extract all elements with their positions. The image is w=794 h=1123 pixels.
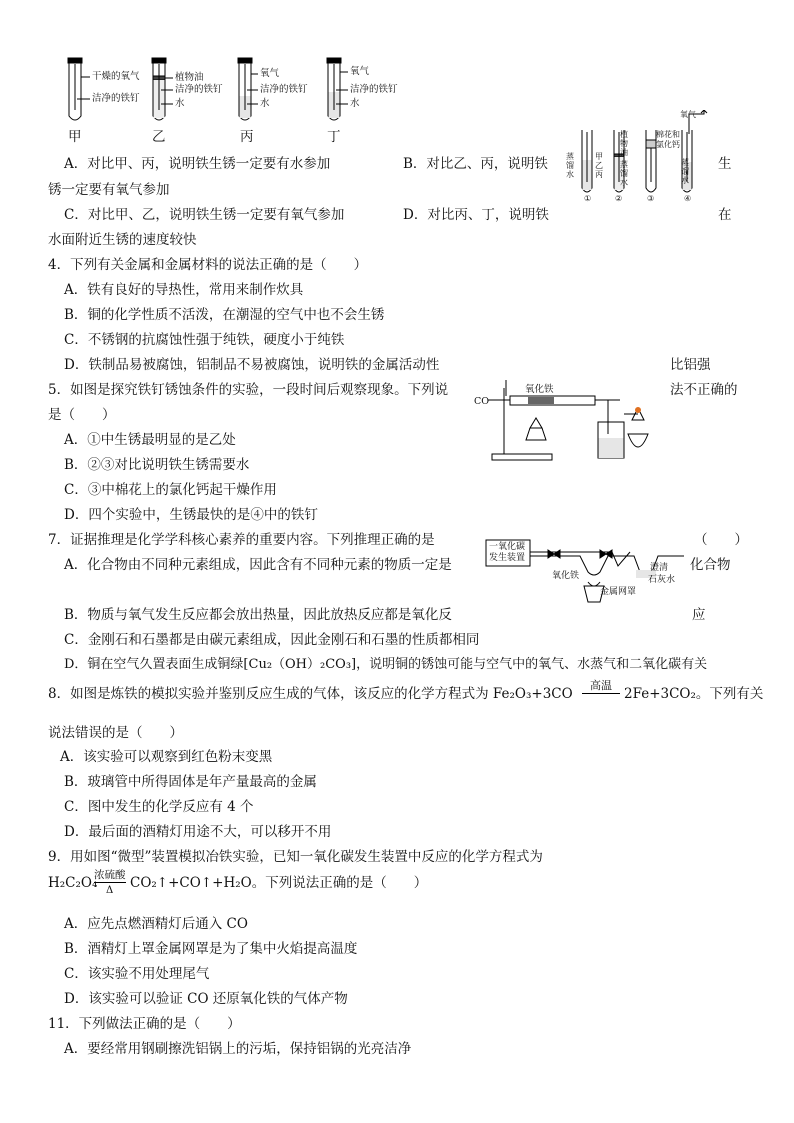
- fig5-fe2o3-label: 氧化铁: [525, 384, 554, 395]
- q5-option-b: B．②③对比说明铁生锈需要水: [64, 457, 250, 473]
- q7-option-c: C．金刚石和石墨都是由碳元素组成，因此金刚石和石墨的性质都相同: [64, 632, 480, 648]
- co-reduction-apparatus: [470, 374, 670, 468]
- fig7-lime-2: 石灰水: [648, 575, 676, 585]
- label-water-3: 水: [350, 98, 360, 109]
- q4-option-a: A．铁有良好的导热性，常用来制作炊具: [64, 282, 304, 298]
- label-water: 水: [175, 98, 185, 109]
- q8-option-c: C．图中发生的化学反应有 4 个: [64, 799, 254, 815]
- q8-stem: 8．如图是炼铁的模拟实验并鉴别反应生成的气体，该反应的化学方程式为 Fe₂O₃+3CO: [48, 686, 573, 702]
- q4-option-d-tail: 比铝强: [670, 357, 711, 373]
- q7-option-b: B．物质与氧气发生反应都会放出热量，因此放热反应都是氧化反: [64, 607, 452, 623]
- q5-stem: 5．如图是探究铁钉锈蚀条件的实验，一段时间后观察现象。下列说: [48, 382, 449, 398]
- label-clean-nail-2: 洁净的铁钉: [175, 84, 223, 95]
- q8-stem2: 说法错误的是（ ）: [48, 725, 183, 741]
- q9-cond-top: 浓硫酸: [94, 869, 126, 881]
- q3-option-d: D．对比丙、丁，说明铁: [403, 207, 549, 223]
- fig7-gen-2: 发生装置: [489, 553, 526, 563]
- label-dry-oxygen: 干燥的氧气: [92, 71, 140, 82]
- q4-option-d: D．铁制品易被腐蚀，铝制品不易被腐蚀，说明铁的金属活动性: [64, 357, 440, 373]
- q3-line2: 锈一定要有氧气参加: [48, 182, 170, 198]
- q8-stem-tail: 2Fe+3CO₂。下列有关: [624, 686, 764, 702]
- r-label-oil: 植物油: [620, 130, 628, 157]
- q9-option-c: C．该实验不用处理尾气: [64, 966, 210, 982]
- r-num-1: ①: [584, 194, 592, 203]
- q9-eq-right: CO₂↑+CO↑+H₂O。下列说法正确的是（ ）: [130, 875, 428, 891]
- q4-option-c: C．不锈钢的抗腐蚀性强于纯铁，硬度小于纯铁: [64, 332, 345, 348]
- q5-option-a: A．①中生锈最明显的是乙处: [64, 432, 236, 448]
- q3-line4: 水面附近生锈的速度较快: [48, 232, 197, 248]
- r-label-distilled-water-1: 蒸馏水: [566, 152, 574, 179]
- label-clean-nail-3: 洁净的铁钉: [260, 84, 308, 95]
- q9-option-a: A．应先点燃酒精灯后通入 CO: [64, 916, 248, 932]
- rust-tubes-figure: [560, 110, 730, 205]
- r-num-2: ②: [615, 194, 623, 203]
- q4-option-b: B．铜的化学性质不活泼，在潮湿的空气中也不会生锈: [64, 307, 385, 323]
- q9-eq-left: H₂C₂O₄: [48, 875, 98, 891]
- q7-option-a-tail: 化合物: [690, 557, 731, 573]
- r-label-jiayibing: 甲乙丙: [595, 152, 603, 179]
- q5-stem-tail: 法不正确的: [670, 382, 738, 398]
- q7-option-b-tail: 应: [692, 607, 706, 623]
- fig7-gen-1: 一氧化碳: [489, 542, 526, 552]
- q9-option-d: D．该实验可以验证 CO 还原氧化铁的气体产物: [64, 991, 348, 1007]
- q8-condition: 高温: [582, 679, 620, 694]
- fig5-co-label: CO: [474, 396, 490, 407]
- label-oil: 植物油: [175, 72, 204, 83]
- q7-option-a: A．化合物由不同种元素组成，因此含有不同种元素的物质一定是: [64, 557, 452, 573]
- q8-option-d: D．最后面的酒精灯用途不大，可以移开不用: [64, 824, 332, 840]
- q11-stem: 11．下列做法正确的是（ ）: [48, 1016, 241, 1032]
- q3-option-a: A．对比甲、丙，说明铁生锈一定要有水参加: [64, 156, 331, 172]
- tube-label-jia: 甲: [68, 129, 82, 145]
- q3-option-c: C．对比甲、乙，说明铁生锈一定要有氧气参加: [64, 207, 345, 223]
- r-label-distilled-water-2: 蒸馏水: [620, 160, 628, 187]
- q9-stem: 9．用如图“微型”装置模拟冶铁实验，已知一氧化碳发生装置中反应的化学方程式为: [48, 849, 543, 865]
- q11-option-a: A．要经常用钢刷擦洗铝锅上的污垢，保持铝锅的光亮洁净: [64, 1041, 412, 1057]
- q3-option-d-tail: 在: [718, 207, 732, 223]
- tube-label-bing: 丙: [240, 129, 254, 145]
- q7-stem-tail: （ ）: [694, 532, 748, 548]
- r-label-cacl2: 氯化钙: [656, 140, 680, 149]
- r-label-cotton: 棉花和: [656, 130, 680, 139]
- fig7-mesh: 金属网罩: [600, 587, 637, 597]
- q8-option-b: B．玻璃管中所得固体是年产量最高的金属: [64, 774, 317, 790]
- q5-option-d: D．四个实验中，生锈最快的是④中的铁钉: [64, 507, 318, 523]
- label-water-2: 水: [260, 98, 270, 109]
- q4-stem: 4．下列有关金属和金属材料的说法正确的是（ ）: [48, 257, 368, 273]
- fig7-lime-1: 澄清: [650, 563, 669, 573]
- label-oxygen: 氧气: [260, 68, 280, 79]
- r-num-3: ③: [647, 194, 655, 203]
- fig7-fe2o3: 氧化铁: [552, 571, 580, 581]
- q7-option-d: D．铜在空气久置表面生成铜绿[Cu₂（OH）₂CO₃]，说明铜的锈蚀可能与空气中的氧气、水蒸气和二氧化碳有关: [64, 657, 708, 672]
- tube-label-ding: 丁: [327, 129, 341, 145]
- r-num-4: ④: [684, 194, 692, 203]
- q5-stem2: 是（ ）: [48, 407, 116, 423]
- q5-option-c: C．③中棉花上的氯化钙起干燥作用: [64, 482, 277, 498]
- q3-option-b: B．对比乙、丙，说明铁: [403, 156, 548, 172]
- q7-stem: 7．证据推理是化学学科核心素养的重要内容。下列推理正确的是: [48, 532, 435, 548]
- label-clean-nail: 洁净的铁钉: [92, 93, 140, 104]
- label-clean-nail-4: 洁净的铁钉: [350, 84, 398, 95]
- r-label-oxygen: 氧气: [680, 110, 696, 119]
- tube-label-yi: 乙: [152, 129, 166, 145]
- label-oxygen-2: 氧气: [350, 66, 370, 77]
- r-label-distilled-water-3: 蒸馏水: [681, 158, 689, 185]
- q8-option-a: A．该实验可以观察到红色粉末变黑: [60, 749, 273, 765]
- q9-cond-bottom: Δ: [106, 885, 114, 896]
- q9-option-b: B．酒精灯上罩金属网罩是为了集中火焰提高温度: [64, 941, 358, 957]
- q3-option-b-tail: 生: [718, 156, 732, 172]
